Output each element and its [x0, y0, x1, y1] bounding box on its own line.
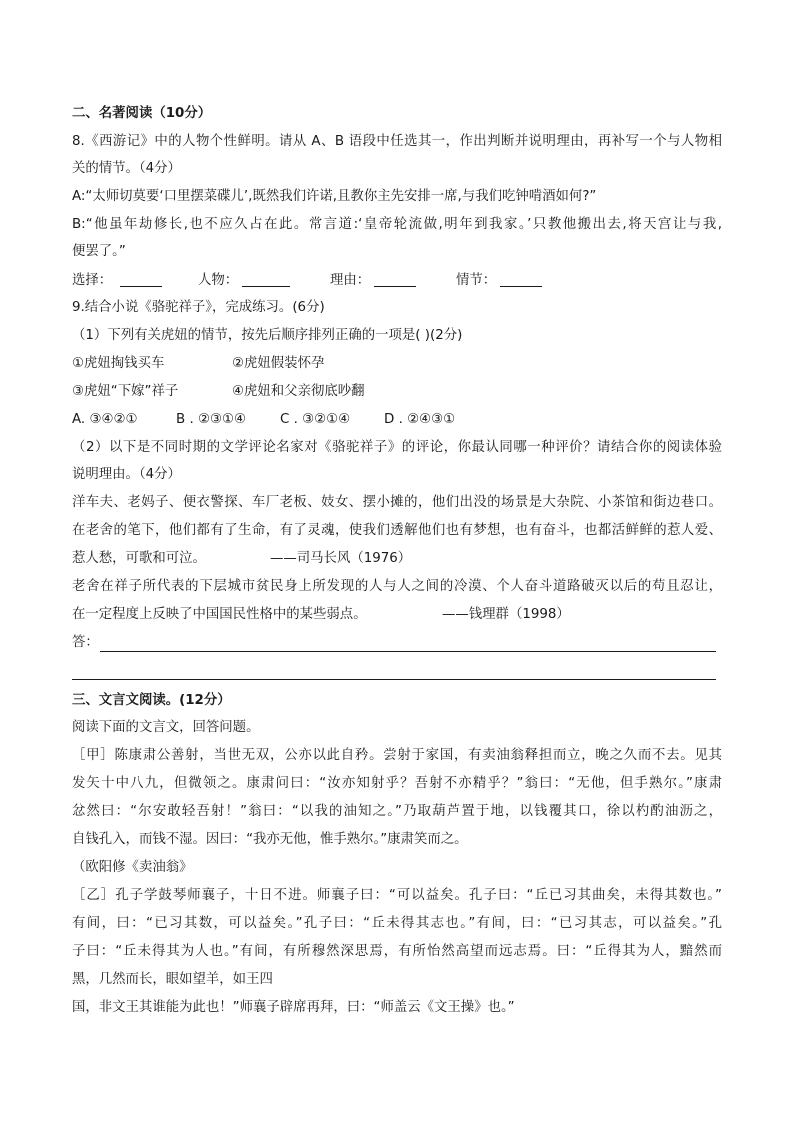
critique2-source: ——钱理群（1998） — [442, 607, 570, 622]
fill-choose-label: 选择： — [72, 273, 113, 288]
q9-part2-prompt-line1: （2）以下是不同时期的文学评论名家对《骆驼祥子》的评论，你最认同哪一种评价？请结合你的阅读体验 — [72, 440, 722, 455]
passage-yi-line5: 国，非文王其谁能为此也！”师襄子辟席再拜，曰：“师盖云《文王操》也。” — [72, 1000, 515, 1015]
q9-option-a[interactable]: A. ③④②① — [72, 412, 138, 427]
section3-intro: 阅读下面的文言文，回答问题。 — [72, 720, 260, 735]
q8-passage-b-line2: 便罢了。” — [72, 244, 126, 259]
q9-part2-prompt-line2: 说明理由。（4分） — [72, 467, 181, 482]
critique1-line2: 在老舍的笔下，他们都有了生命，有了灵魂，使我们透解他们也有梦想，也有奋斗，也都活鲜鲜的惹人爱、 — [72, 523, 722, 538]
q9-item-4: ④虎妞和父亲彻底吵翻 — [232, 384, 365, 399]
q9-item-2: ②虎妞假装怀孕 — [232, 356, 325, 371]
q8-passage-b-line1: B:“他虽年劫修长,也不应久占在此。常言道:‘皇帝轮流做,明年到我家。’只教他搬出去,将天宫让与我, — [72, 217, 722, 232]
fill-reason-blank[interactable] — [374, 272, 416, 287]
answer-line-2[interactable] — [72, 679, 716, 680]
passage-jia-line1: ［甲］陈康肃公善射，当世无双，公亦以此自矜。尝射于家国，有卖油翁释担而立，晚之久而不去。见其 — [72, 748, 722, 763]
q9-title: 9.结合小说《骆驼祥子》，完成练习。(6分) — [72, 300, 325, 315]
critique1-line3: 惹人愁，可歌和可泣。 — [72, 551, 206, 566]
passage-jia-line3: 忿然曰：“尔安敢轻吾射！”翁曰：“以我的油知之。”乃取葫芦置于地，以钱覆其口，徐以杓酌油沥之， — [72, 804, 722, 819]
q9-option-b[interactable]: B . ②③①④ — [176, 412, 246, 427]
q9-item-3: ③虎妞“下嫁”祥子 — [72, 384, 179, 399]
answer-label: 答： — [72, 635, 99, 650]
passage-yi-line2: 有间，曰：“已习其数，可以益矣。”孔子曰：“丘未得其志也。”有间，曰：“已习其志，可以益矣。”孔 — [72, 916, 722, 931]
passage-jia-line4: 自钱孔入，而钱不湿。因曰：“我亦无他，惟手熟尔。”康肃笑而之。 — [72, 832, 468, 847]
section-heading-classical-chinese: 三、文言文阅读。(12分） — [72, 693, 231, 708]
passage-yi-line3: 子曰：“丘未得其为人也。”有间，有所穆然深思焉，有所怡然高望而远志焉。曰：“丘得其为人，黯然而 — [72, 944, 722, 959]
q9-item-1: ①虎妞掏钱买车 — [72, 356, 165, 371]
passage-jia-line2: 发矢十中八九，但微领之。康肃问曰：“汝亦知射乎？吾射不亦精乎？”翁曰：“无他，但手熟尔。”康肃 — [72, 776, 722, 791]
passage-jia-source: （欧阳修《卖油翁》 — [72, 860, 193, 875]
q8-prompt-line1: 8.《西游记》中的人物个性鲜明。请从 A、B 语段中任选其一，作出判断并说明理由，再补写一个与人物相 — [72, 134, 722, 149]
critique2-line2: 在一定程度上反映了中国国民性格中的某些弱点。 — [72, 607, 367, 622]
fill-person-label: 人物： — [198, 273, 239, 288]
section-heading-famous-works: 二、名著阅读（10分） — [72, 106, 212, 121]
q8-passage-a: A:“太师切莫要‘口里摆菜碟儿’,既然我们许诺,且教你主先安排一席,与我们吃钟啃酒如何?” — [72, 189, 597, 204]
q9-part1-prompt: （1）下列有关虎妞的情节，按先后顺序排列正确的一项是( )(2分) — [72, 328, 463, 343]
critique2-line1: 老舍在祥子所代表的下层城市贫民身上所发现的人与人之间的冷漠、个人奋斗道路破灭以后的苟且忍让， — [72, 579, 722, 594]
fill-plot-label: 情节： — [456, 273, 497, 288]
fill-reason-label: 理由： — [330, 273, 371, 288]
critique1-source: ——司马长风（1976） — [270, 551, 412, 566]
passage-yi-line4: 黑，几然而长，眼如望羊，如王四 — [72, 972, 273, 987]
fill-person-blank[interactable] — [242, 272, 290, 287]
answer-line-1[interactable] — [100, 651, 716, 652]
fill-plot-blank[interactable] — [500, 272, 542, 287]
passage-yi-line1: ［乙］孔子学鼓琴师襄子，十日不进。师襄子曰：“可以益矣。孔子曰：“丘已习其曲矣，未得其数也。” — [72, 888, 722, 903]
fill-choose-blank[interactable] — [120, 272, 162, 287]
q9-option-c[interactable]: C . ③②①④ — [280, 412, 351, 427]
critique1-line1: 洋车夫、老妈子、便衣警探、车厂老板、妓女、摆小摊的，他们出没的场景是大杂院、小茶馆和街边巷口。 — [72, 495, 722, 510]
q9-option-d[interactable]: D . ②④③① — [384, 412, 456, 427]
q8-prompt-line2: 关的情节。（4分） — [72, 161, 181, 176]
